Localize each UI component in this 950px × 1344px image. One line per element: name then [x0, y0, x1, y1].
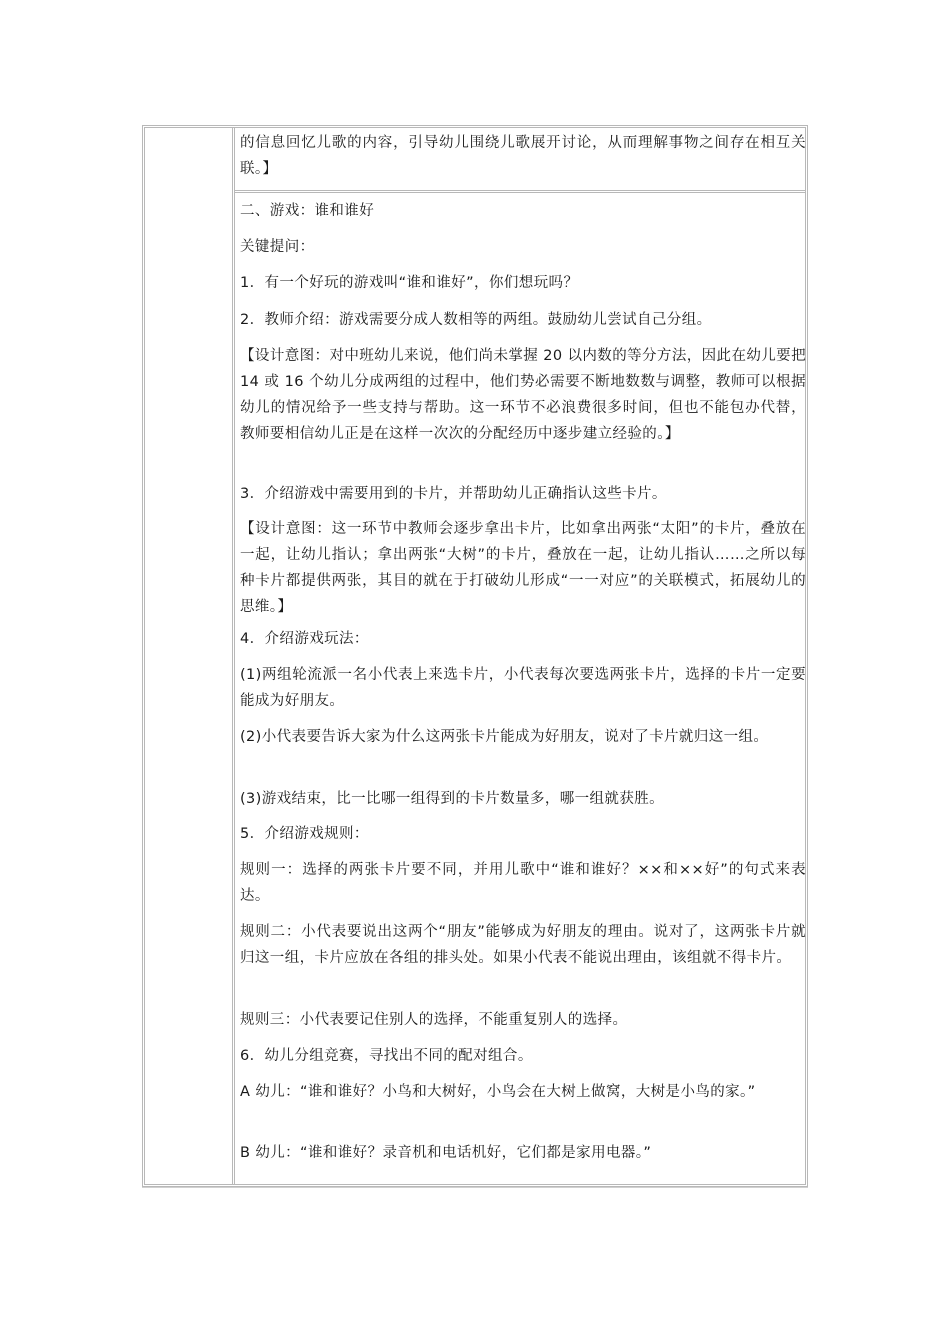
table-cell-row-2 [240, 198, 806, 1178]
lesson-plan-table [142, 125, 808, 1187]
table-bottom-rule [142, 1187, 808, 1188]
paragraph-rule-2: 规则二：小代表要说出这两个“朋友”能够成为好朋友的理由。说对了，这两张卡片就归这一组，卡片应放在各组的排头处。如果小代表不能说出理由，该组就不得卡片。 [240, 924, 806, 966]
paragraph-key-question-label: 关键提问： [240, 239, 315, 255]
paragraph-play-1: (1)两组轮流派一名小代表上来选卡片，小代表每次要选两张卡片，选择的卡片一定要能成为好朋友。 [240, 667, 806, 709]
paragraph-play-2: (2)小代表要告诉大家为什么这两张卡片能成为好朋友，说对了卡片就归这一组。 [240, 729, 769, 745]
paragraph-step-5: 5．介绍游戏规则： [240, 826, 369, 842]
paragraph-rule-3: 规则三：小代表要记住别人的选择，不能重复别人的选择。 [240, 1012, 628, 1028]
paragraph-step-4: 4．介绍游戏玩法： [240, 631, 369, 647]
paragraph-play-3: (3)游戏结束，比一比哪一组得到的卡片数量多，哪一组就获胜。 [240, 791, 665, 807]
table-left-column [145, 128, 235, 1184]
paragraph-example-b: B 幼儿：“谁和谁好？录音机和电话机好，它们都是家用电器。” [240, 1145, 652, 1161]
paragraph-design-intent-1: 【设计意图：对中班幼儿来说，他们尚未掌握 20 以内数的等分方法，因此在幼儿要把 14 或 16 个幼儿分成两组的过程中，他们势必需要不断地数数与调整，教师可以根据幼儿的情况给予一些支持与帮助。这一环节不必浪费很多时间，但也不能包办代替，教师要相信幼儿正是在这样一次次的分配经历中逐步建立经验的。】 [240, 348, 806, 442]
table-cell-row-1 [240, 130, 806, 188]
paragraph-rule-1: 规则一：选择的两张卡片要不同，并用儿歌中“谁和谁好？××和××好”的句式来表达。 [240, 862, 806, 904]
paragraph-design-intent-end: 的信息回忆儿歌的内容，引导幼儿围绕儿歌展开讨论，从而理解事物之间存在相互关联。】 [240, 135, 806, 177]
paragraph-step-6: 6．幼儿分组竞赛，寻找出不同的配对组合。 [240, 1048, 533, 1064]
paragraph-step-3: 3．介绍游戏中需要用到的卡片，并帮助幼儿正确指认这些卡片。 [240, 486, 667, 502]
paragraph-question-1: 1．有一个好玩的游戏叫“谁和谁好”，你们想玩吗？ [240, 275, 579, 291]
row-divider [235, 190, 805, 193]
section-heading-game: 二、游戏：谁和谁好 [240, 203, 375, 219]
paragraph-example-a: A 幼儿：“谁和谁好？小鸟和大树好，小鸟会在大树上做窝，大树是小鸟的家。” [240, 1084, 756, 1100]
paragraph-question-2: 2．教师介绍：游戏需要分成人数相等的两组。鼓励幼儿尝试自己分组。 [240, 312, 712, 328]
paragraph-design-intent-2: 【设计意图：这一环节中教师会逐步拿出卡片，比如拿出两张“太阳”的卡片，叠放在一起，让幼儿指认；拿出两张“大树”的卡片，叠放在一起，让幼儿指认……之所以每种卡片都提供两张，其目的就在于打破幼儿形成“一一对应”的关联模式，拓展幼儿的思维。】 [240, 521, 806, 615]
